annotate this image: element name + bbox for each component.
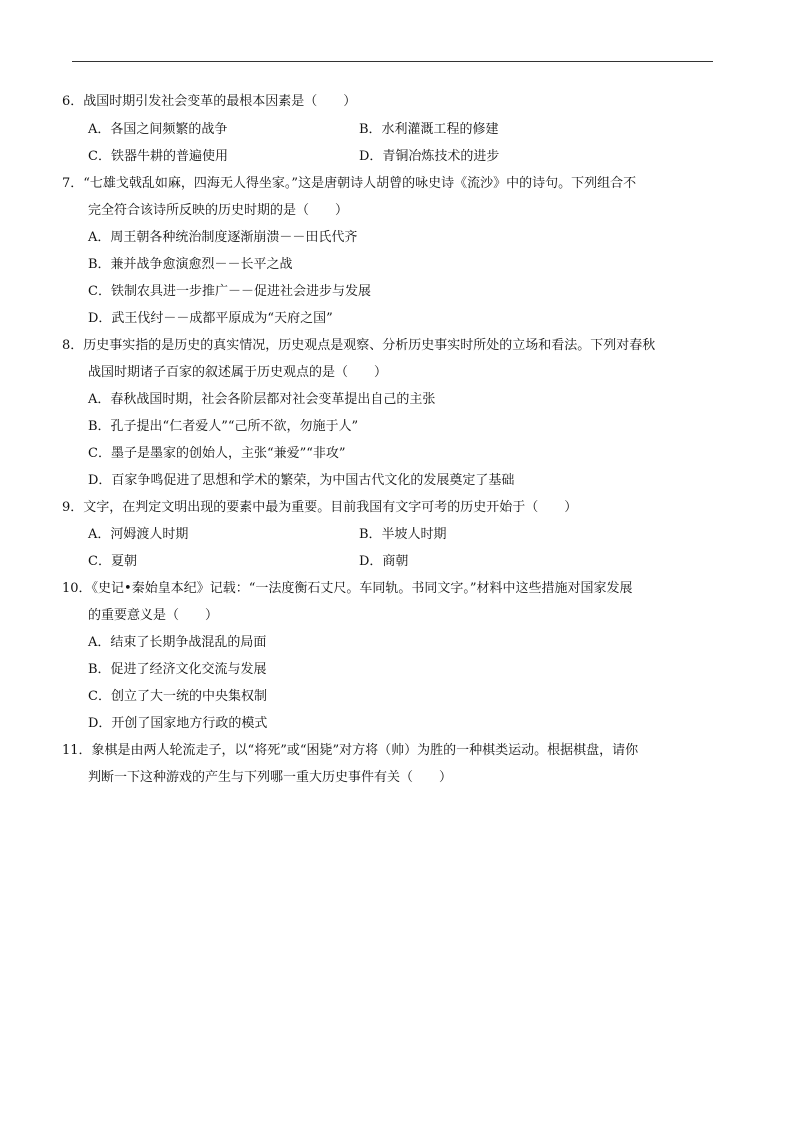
question-6-option-d[interactable]: D．青铜冶炼技术的进步 xyxy=(359,149,500,164)
question-7-option-b[interactable]: B．兼并战争愈演愈烈－－长平之战 xyxy=(88,257,293,272)
header-rule xyxy=(72,61,713,62)
question-10-stem-continued: 的重要意义是（ ） xyxy=(88,608,219,623)
question-11-stem-continued: 判断一下这种游戏的产生与下列哪一重大历史事件有关（ ） xyxy=(88,770,453,785)
question-8-option-c[interactable]: C．墨子是墨家的创始人，主张“兼爱”“非攻” xyxy=(88,446,346,461)
question-7-stem-continued: 完全符合该诗所反映的历史时期的是（ ） xyxy=(88,203,349,218)
question-10-stem: 10．《史记•秦始皇本纪》记载：“一法度衡石丈尺。车同轨。书同文字。”材料中这些措施对国家发展 xyxy=(62,581,633,596)
question-10-option-a[interactable]: A．结束了长期争战混乱的局面 xyxy=(88,635,267,650)
question-7-stem: 7．“七雄戈戟乱如麻，四海无人得坐家。”这是唐朝诗人胡曾的咏史诗《流沙》中的诗句。下列组合不 xyxy=(62,176,637,191)
question-9-option-b[interactable]: B．半坡人时期 xyxy=(359,527,447,542)
question-10-option-d[interactable]: D．开创了国家地方行政的模式 xyxy=(88,716,268,731)
question-6-option-c[interactable]: C．铁器牛耕的普遍使用 xyxy=(88,149,228,164)
question-9-option-d[interactable]: D．商朝 xyxy=(359,554,409,569)
question-7-option-c[interactable]: C．铁制农具进一步推广－－促进社会进步与发展 xyxy=(88,284,371,299)
question-6-stem: 6．战国时期引发社会变革的最根本因素是（ ） xyxy=(62,94,357,109)
question-7-option-d[interactable]: D．武王伐纣－－成都平原成为“天府之国” xyxy=(88,311,333,326)
question-11-stem: 11．象棋是由两人轮流走子，以“将死”或“困毙”对方将（帅）为胜的一种棋类运动。根据棋盘，请你 xyxy=(62,743,639,758)
question-6-option-a[interactable]: A．各国之间频繁的战争 xyxy=(88,122,228,137)
question-8-option-b[interactable]: B．孔子提出“仁者爱人”“己所不欲，勿施于人” xyxy=(88,419,359,434)
question-8-stem-continued: 战国时期诸子百家的叙述属于历史观点的是（ ） xyxy=(88,365,388,380)
question-7-option-a[interactable]: A．周王朝各种统治制度逐渐崩溃－－田氏代齐 xyxy=(88,230,358,245)
question-8-stem: 8．历史事实指的是历史的真实情况，历史观点是观察、分析历史事实时所处的立场和看法。下列对春秋 xyxy=(62,338,656,353)
question-8-option-a[interactable]: A．春秋战国时期，社会各阶层都对社会变革提出自己的主张 xyxy=(88,392,436,407)
question-9-stem: 9．文字，在判定文明出现的要素中最为重要。目前我国有文字可考的历史开始于（ ） xyxy=(62,500,578,515)
question-10-option-c[interactable]: C．创立了大一统的中央集权制 xyxy=(88,689,267,704)
question-9-option-c[interactable]: C．夏朝 xyxy=(88,554,137,569)
question-10-option-b[interactable]: B．促进了经济文化交流与发展 xyxy=(88,662,267,677)
question-9-option-a[interactable]: A．河姆渡人时期 xyxy=(88,527,189,542)
question-6-option-b[interactable]: B．水利灌溉工程的修建 xyxy=(359,122,499,137)
question-8-option-d[interactable]: D．百家争鸣促进了思想和学术的繁荣，为中国古代文化的发展奠定了基础 xyxy=(88,473,515,488)
